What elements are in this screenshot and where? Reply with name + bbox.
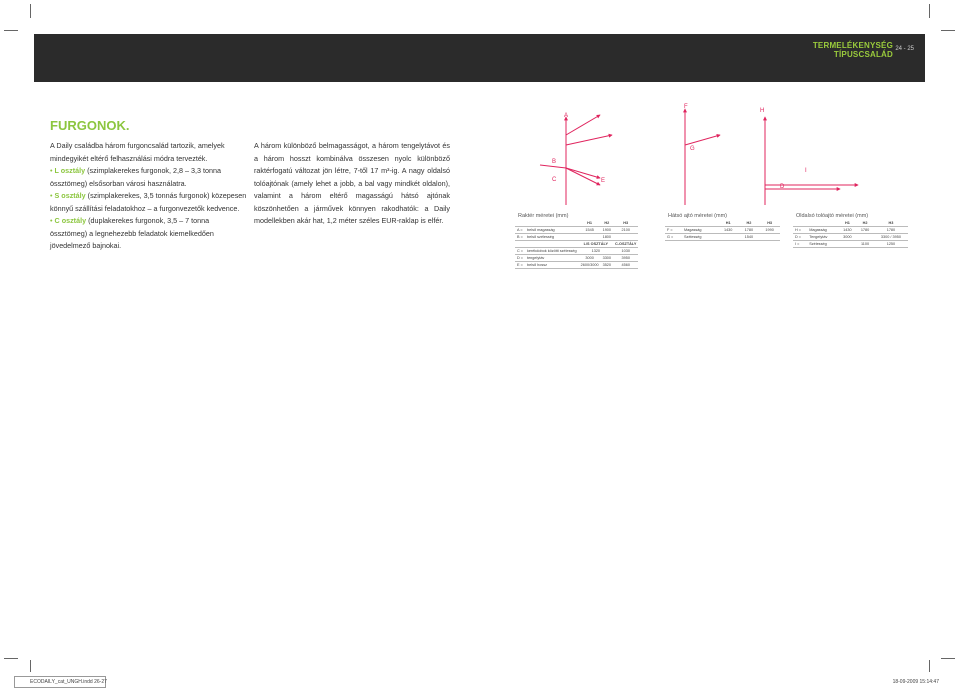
dimension-diagram xyxy=(500,95,880,205)
c-class-item: • C osztály (duplakerekes furgonok, 3,5 – 7 tonna össztömeg) a legnehezebb feladatok kiemelkedően jövedelmező bajnokai. xyxy=(50,216,214,250)
table-row: A = belső magasság 1545 1900 2100 xyxy=(515,227,638,234)
table-row: F = Magasság 1430 1780 1990 xyxy=(665,227,780,234)
table-row: I = Szélesség 1100 1250 xyxy=(793,241,908,248)
header-title-line1: TERMELÉKENYSÉG xyxy=(812,41,893,50)
header-title xyxy=(813,41,893,59)
s-class-name: S osztály xyxy=(54,191,86,200)
c-class-text: (duplakerekes furgonok, 3,5 – 7 tonna össztömeg) a legnehezebb feladatok kiemelkedően jövedelmező bajnokai. xyxy=(50,216,214,250)
col-h3: H3 xyxy=(613,220,638,227)
cargo-table xyxy=(515,220,638,269)
footer-date: 18-09-2009 15:14:47 xyxy=(892,679,939,685)
label-i: I xyxy=(805,168,807,174)
crop-mark xyxy=(4,30,18,31)
dim-arrow-g xyxy=(685,135,720,145)
s-class-item: • S osztály (szimplakerekes, 3,5 tonnás furgonok) közepesen könnyű szállítási feladatokhoz – a furgonvezetők kedvence. xyxy=(50,191,247,213)
crop-mark xyxy=(30,4,31,18)
dim-line-c xyxy=(540,165,566,168)
label-b: B xyxy=(552,159,557,165)
col-h1: H1 xyxy=(579,220,601,227)
s-class-text: (szimplakerekes, 3,5 tonnás furgonok) közepesen könnyű szállítási feladatokhoz – a furgonvezetők kedvence. xyxy=(50,191,247,213)
cargo-table-title: Raktér méretei (mm) xyxy=(518,213,569,219)
header-band xyxy=(34,34,925,82)
table-row: B = belső szélesség 1800 xyxy=(515,234,638,241)
dim-arrow-b xyxy=(566,135,612,145)
crop-mark xyxy=(4,658,18,659)
table-row: D = tengelytáv 3000 3300 3950 xyxy=(515,255,638,262)
label-f: F xyxy=(684,104,688,110)
label-g: G xyxy=(690,146,695,152)
label-c: C xyxy=(552,177,557,183)
col-h2: H2 xyxy=(601,220,613,227)
l-class-item: • L osztály (szimplakerekes furgonok, 2,8 – 3,3 tonna össztömeg) elsősorban városi használatra. xyxy=(50,166,221,188)
label-d: D xyxy=(780,184,785,190)
table-header-row: H1 H2 H3 xyxy=(665,220,780,227)
section-title: FURGONOK. xyxy=(50,118,130,133)
crop-mark xyxy=(30,660,31,672)
table-row: G = Szélesség 1540 xyxy=(665,234,780,241)
col-ls-class: L/S OSZTÁLY xyxy=(579,241,613,248)
l-class-text: (szimplakerekes furgonok, 2,8 – 3,3 tonna össztömeg) elsősorban városi használatra. xyxy=(50,166,221,188)
c-class-name: C osztály xyxy=(54,216,87,225)
table-header-row: H1 H2 H3 xyxy=(793,220,908,227)
table-row: H = Magasság 1430 1780 1780 xyxy=(793,227,908,234)
dim-arrow-a-tip xyxy=(566,115,600,135)
label-e: E xyxy=(601,178,606,184)
side-door-table xyxy=(793,220,908,248)
l-class-name: L osztály xyxy=(54,166,86,175)
footer-filename: ECODAILY_cat_UNGH.indd 26-27 xyxy=(30,679,107,685)
page-numbers: 24 - 25 xyxy=(895,46,914,52)
table-class-header-row xyxy=(515,241,638,248)
crop-mark xyxy=(941,30,955,31)
table-row: D = Tengelytáv 3000 3300 / 3950 xyxy=(793,234,908,241)
side-door-table-title: Oldalsó tolóajtó méretei (mm) xyxy=(796,213,869,219)
text-column-1 xyxy=(50,140,248,253)
intro-paragraph: A Daily családba három furgoncsalád tartozik, amelyek mindegyikét eltérő felhasználási módra tervezték. xyxy=(50,141,225,163)
body-paragraph: A három különböző belmagasságot, a három tengelytávot és a három hosszt kombinálva összesen nyolc különböző raktérfogatú változat jön létre, 7-től 17 m³-ig. A nagy oldalsó tolóajtónak (amely lehet a jobb, a bal vagy mindkét oldalon), valamint a három eltérő magasságú hátsó ajtónak köszönhetően a járművek könnyen rakodhatók: a Daily modellekben akár hat, 1,2 méter széles EUR-raklap is elfér. xyxy=(254,141,450,225)
crop-mark xyxy=(941,658,955,659)
label-a: A xyxy=(564,113,569,119)
label-h: H xyxy=(760,108,765,114)
table-row: E = belső hossz 2600/3000 3520 4560 xyxy=(515,262,638,269)
rear-door-table-title: Hátsó ajtó méretei (mm) xyxy=(668,213,727,219)
crop-mark xyxy=(929,660,930,672)
table-row: C = kerékdobok közötti szélesség 1320 1030 xyxy=(515,248,638,255)
rear-door-table xyxy=(665,220,780,241)
crop-mark xyxy=(929,4,930,18)
text-column-2 xyxy=(254,140,450,228)
col-c-class: C-OSZTÁLY xyxy=(615,242,637,246)
header-title-line2: TÍPUSCSALÁD xyxy=(833,50,893,59)
